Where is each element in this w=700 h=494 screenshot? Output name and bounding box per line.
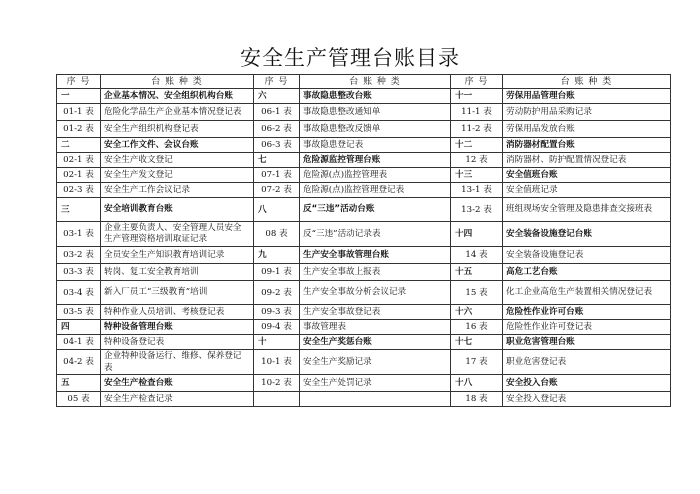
entry-name: 消防器材、防护配置情况登记表 [503,153,671,168]
table-row [57,222,671,247]
entry-code: 十五 [451,264,503,281]
entry-name: 生产安全事故管理台账 [300,247,451,264]
entry-name: 生产安全事故分析会议记录 [300,281,451,305]
entry-code: 十八 [451,375,503,392]
entry-name: 危险化学品生产企业基本情况登记表 [101,104,254,121]
entry-name: 安全生产收文登记 [101,153,254,168]
entry-code: 06-3 表 [254,138,300,153]
entry-code: 06-2 表 [254,121,300,138]
entry-code: 七 [254,153,300,168]
entry-name: 事故管理表 [300,320,451,335]
entry-code: 07-1 表 [254,168,300,183]
entry-code: 一 [57,89,101,104]
header-serial-no: 序 号 [451,75,503,89]
table-row [57,281,671,305]
entry-code: 03-1 表 [57,222,101,247]
page-title: 安全生产管理台账目录 [240,46,460,70]
entry-code: 08 表 [254,222,300,247]
entry-name: 转岗、复工安全教育培训 [101,264,254,281]
entry-code: 01-1 表 [57,104,101,121]
entry-code: 03-5 表 [57,305,101,320]
header-serial-no: 序 号 [254,75,300,89]
entry-name: 事故隐患整改台账 [300,89,451,104]
entry-code: 10-2 表 [254,375,300,392]
entry-code: 04-1 表 [57,335,101,350]
entry-name: 企业特种设备运行、维修、保养登记表 [101,350,254,375]
table-header-row [57,75,671,89]
entry-name: 安全投入登记表 [503,392,671,407]
entry-name: 全员安全生产知识教育培训记录 [101,247,254,264]
entry-code: 18 表 [451,392,503,407]
table-row [57,247,671,264]
entry-code: 十二 [451,138,503,153]
entry-code: 五 [57,375,101,392]
entry-name: 职业危害管理台账 [503,335,671,350]
entry-code: 06-1 表 [254,104,300,121]
entry-name: 安全生产奖励记录 [300,350,451,375]
entry-code: 11-1 表 [451,104,503,121]
entry-name: 特种作业人员培训、考核登记表 [101,305,254,320]
entry-code [254,392,300,407]
entry-code: 11-2 表 [451,121,503,138]
entry-code: 13-1 表 [451,183,503,198]
entry-name: 安全装备设施登记台账 [503,222,671,247]
entry-name: 消防器材配置台账 [503,138,671,153]
table-row [57,153,671,168]
entry-name: 安全值班记录 [503,183,671,198]
entry-name: 安全生产组织机构登记表 [101,121,254,138]
entry-code: 10-1 表 [254,350,300,375]
entry-code: 四 [57,320,101,335]
table-row [57,138,671,153]
entry-code: 14 表 [451,247,503,264]
entry-name: 生产安全事故上报表 [300,264,451,281]
table-row [57,392,671,407]
entry-code: 12 表 [451,153,503,168]
entry-name: 安全装备设施登记表 [503,247,671,264]
entry-name [300,392,451,407]
entry-name: 安全值班台账 [503,168,671,183]
entry-code: 02-1 表 [57,153,101,168]
entry-code: 03-4 表 [57,281,101,305]
entry-name: 危险源监控管理台账 [300,153,451,168]
entry-name: 反“三违”活动记录表 [300,222,451,247]
table-row [57,183,671,198]
entry-name: 危险性作业许可台账 [503,305,671,320]
entry-name: 危险源(点)监控管理表 [300,168,451,183]
table-row [57,350,671,375]
entry-code: 09-1 表 [254,264,300,281]
entry-code: 07-2 表 [254,183,300,198]
entry-name: 安全工作文件、会议台账 [101,138,254,153]
entry-name: 危险性作业许可登记表 [503,320,671,335]
entry-name: 劳保用品管理台账 [503,89,671,104]
entry-code: 15 表 [451,281,503,305]
entry-code: 三 [57,198,101,222]
entry-code: 十一 [451,89,503,104]
entry-code: 十六 [451,305,503,320]
table-row [57,320,671,335]
entry-name: 劳动防护用品采购记录 [503,104,671,121]
header-ledger-type: 台 账 种 类 [101,75,254,89]
entry-code: 01-2 表 [57,121,101,138]
entry-code: 09-3 表 [254,305,300,320]
table-row [57,375,671,392]
table-row [57,104,671,121]
entry-name: 安全生产发文登记 [101,168,254,183]
entry-code: 05 表 [57,392,101,407]
table-body [57,89,671,407]
entry-code: 八 [254,198,300,222]
entry-name: 安全生产处罚记录 [300,375,451,392]
entry-name: 安全生产检查记录 [101,392,254,407]
entry-name: 安全生产工作会议记录 [101,183,254,198]
entry-code: 02-1 表 [57,168,101,183]
header-ledger-type: 台 账 种 类 [300,75,451,89]
entry-code: 16 表 [451,320,503,335]
entry-name: 企业基本情况、安全组织机构台账 [101,89,254,104]
entry-name: 安全投入台账 [503,375,671,392]
table-row [57,305,671,320]
entry-name: 班组现场安全管理及隐患排查交接班表 [503,198,671,222]
entry-name: 劳保用品发放台账 [503,121,671,138]
entry-name: 高危工艺台账 [503,264,671,281]
entry-code: 十 [254,335,300,350]
table-row [57,198,671,222]
entry-name: 新入厂员工“三级教育”培训 [101,281,254,305]
entry-name: 事故隐患整改通知单 [300,104,451,121]
entry-name: 化工企业高危生产装置相关情况登记表 [503,281,671,305]
entry-name: 事故隐患登记表 [300,138,451,153]
table-row [57,168,671,183]
table-row [57,335,671,350]
entry-name: 反“三违”活动台账 [300,198,451,222]
header-ledger-type: 台 账 种 类 [503,75,671,89]
entry-code: 六 [254,89,300,104]
entry-code: 二 [57,138,101,153]
entry-code: 十四 [451,222,503,247]
entry-name: 职业危害登记表 [503,350,671,375]
entry-name: 企业主要负责人、安全管理人员安全生产管理资格培训取证记录 [101,222,254,247]
entry-name: 事故隐患整改反馈单 [300,121,451,138]
entry-name: 危险源(点)监控管理登记表 [300,183,451,198]
entry-code: 13-2 表 [451,198,503,222]
table-row [57,89,671,104]
entry-code: 十七 [451,335,503,350]
entry-name: 安全生产检查台账 [101,375,254,392]
entry-name: 安全生产奖惩台账 [300,335,451,350]
table-row [57,121,671,138]
entry-code: 03-2 表 [57,247,101,264]
entry-name: 特种设备管理台账 [101,320,254,335]
table-row [57,264,671,281]
entry-code: 十三 [451,168,503,183]
entry-code: 09-4 表 [254,320,300,335]
header-serial-no: 序 号 [57,75,101,89]
entry-code: 17 表 [451,350,503,375]
entry-name: 生产安全事故登记表 [300,305,451,320]
entry-code: 09-2 表 [254,281,300,305]
entry-name: 特种设备登记表 [101,335,254,350]
entry-code: 04-2 表 [57,350,101,375]
ledger-directory-table [56,74,671,407]
entry-code: 九 [254,247,300,264]
entry-code: 03-3 表 [57,264,101,281]
entry-name: 安全培训教育台账 [101,198,254,222]
entry-code: 02-3 表 [57,183,101,198]
